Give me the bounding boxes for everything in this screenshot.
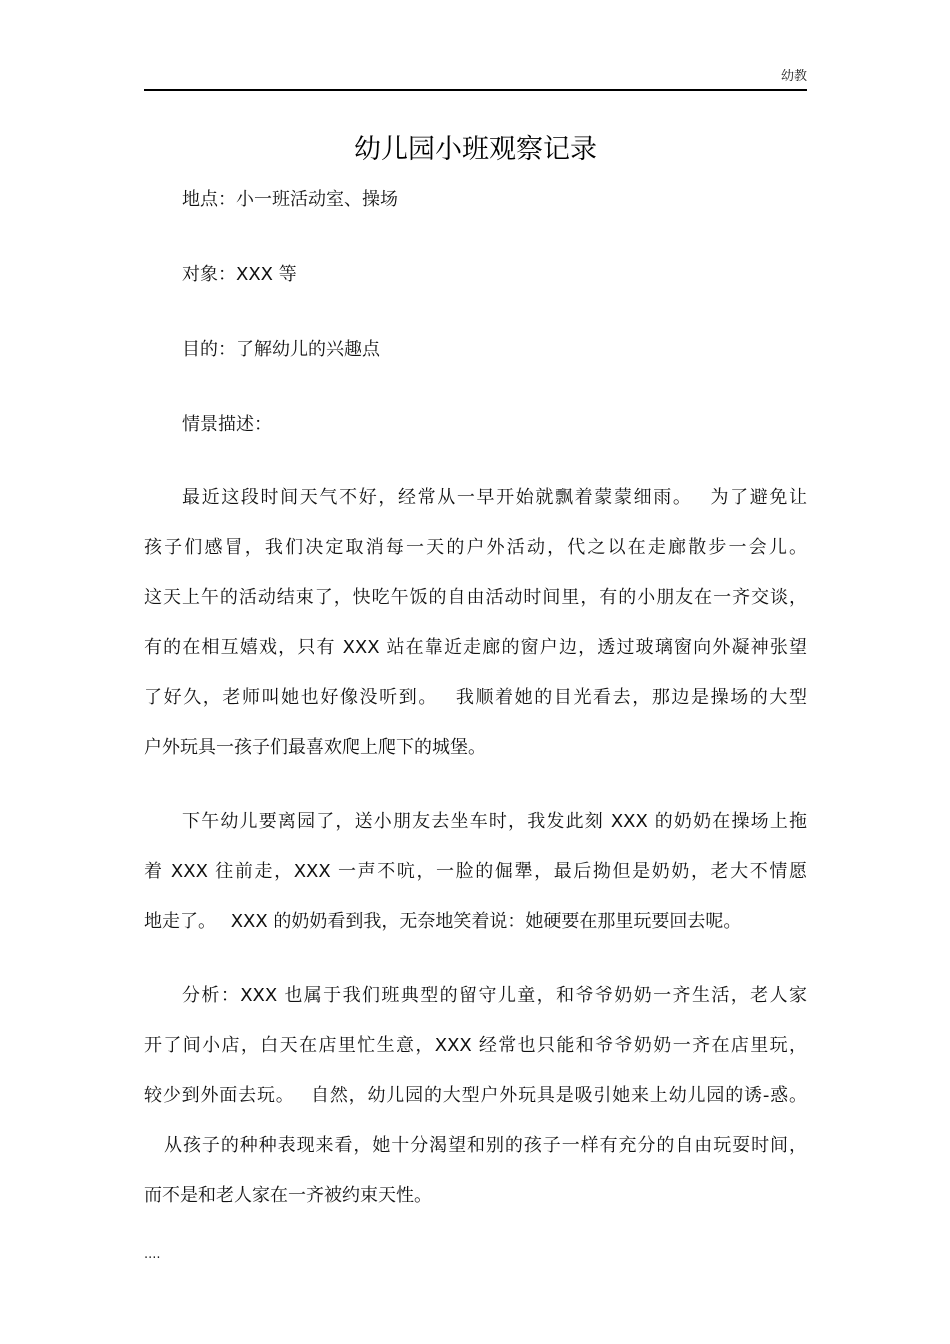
paragraph-line: 户外玩具一孩子们最喜欢爬上爬下的城堡。 xyxy=(144,737,486,758)
scene-paragraph xyxy=(144,473,807,773)
location-line: 地点：小一班活动室、操场 xyxy=(182,189,398,210)
paragraph-line: 地走了。 XXX 的奶奶看到我，无奈地笑着说：她硬要在那里玩要回去呢。 xyxy=(144,911,742,932)
afternoon-paragraph xyxy=(144,797,807,947)
subject-line: 对象：XXX 等 xyxy=(182,264,297,285)
paragraph-line: 孩子们感冒，我们决定取消每一天的户外活动，代之以在走廊散步一会儿。 xyxy=(144,537,807,558)
paragraph-line: 而不是和老人家在一齐被约束天性。 xyxy=(144,1185,432,1206)
paragraph-line: 最近这段时间天气不好，经常从一早开始就飘着蒙蒙细雨。 为了避免让 xyxy=(182,487,807,508)
page-header xyxy=(144,68,807,91)
paragraph-line: 着 XXX 往前走，XXX 一声不吭，一脸的倔犟，最后拗但是奶奶，老大不情愿 xyxy=(144,861,807,882)
scene-heading: 情景描述： xyxy=(182,414,272,435)
paragraph-line: 较少到外面去玩。 自然，幼儿园的大型户外玩具是吸引她来上幼儿园的诱-惑。 xyxy=(144,1085,807,1106)
paragraph-line: 从孩子的种种表现来看，她十分渴望和别的孩子一样有充分的自由玩耍时间， xyxy=(164,1135,807,1156)
footer-mark: .... xyxy=(144,1247,161,1262)
paragraph-line: 有的在相互嬉戏，只有 XXX 站在靠近走廊的窗户边，透过玻璃窗向外凝神张望 xyxy=(144,637,807,658)
document-title: 幼儿园小班观察记录 xyxy=(354,134,597,165)
purpose-line: 目的：了解幼儿的兴趣点 xyxy=(182,339,380,360)
paragraph-line: 开了间小店，白天在店里忙生意，XXX 经常也只能和爷爷奶奶一齐在店里玩， xyxy=(144,1035,807,1056)
header-label: 幼教 xyxy=(780,69,807,84)
analysis-paragraph xyxy=(144,971,807,1221)
paragraph-line: 下午幼儿要离园了，送小朋友去坐车时，我发此刻 XXX 的奶奶在操场上拖 xyxy=(182,811,807,832)
paragraph-line: 这天上午的活动结束了，快吃午饭的自由活动时间里，有的小朋友在一齐交谈， xyxy=(144,587,807,608)
paragraph-line: 分析：XXX 也属于我们班典型的留守儿童，和爷爷奶奶一齐生活，老人家 xyxy=(182,985,807,1006)
paragraph-line: 了好久，老师叫她也好像没听到。 我顺着她的目光看去，那边是操场的大型 xyxy=(144,687,807,708)
